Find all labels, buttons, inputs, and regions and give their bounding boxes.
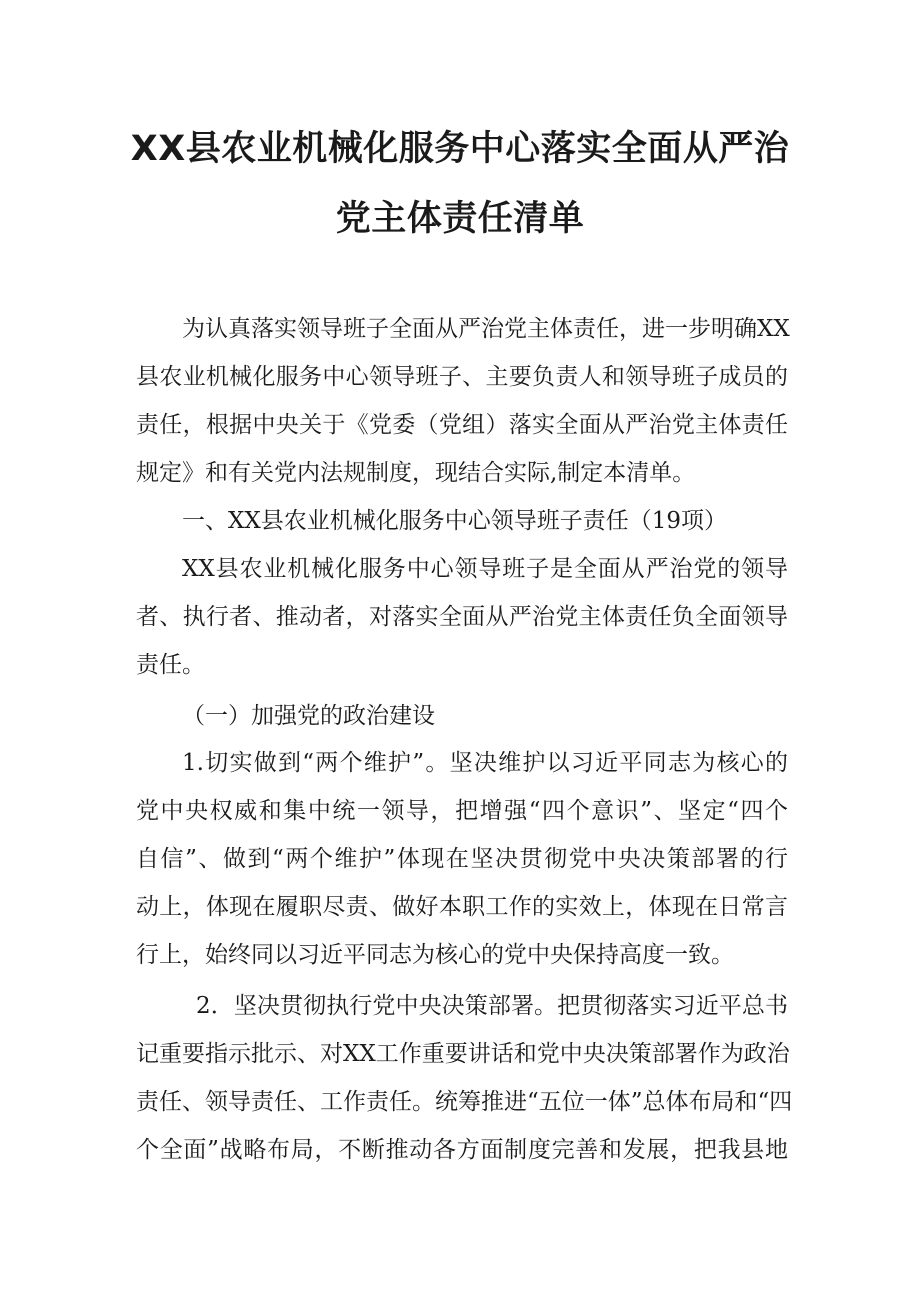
item-2-line-4: 个全面”战略布局，不断推动各方面制度完善和发展，把我县地 xyxy=(136,1137,788,1163)
item-1-line-4: 动上，体现在履职尽责、做好本职工作的实效上，体现在日常言 xyxy=(136,894,788,920)
item-1-line-3: 自信”、做到“两个维护”体现在坚决贯彻党中央决策部署的行 xyxy=(136,846,788,872)
section-1-heading: 一、XX县农业机械化服务中心领导班子责任（19项） xyxy=(182,508,728,534)
section-1-body-line-3: 责任。 xyxy=(136,652,205,678)
item-1-line-2: 党中央权威和集中统一领导，把增强“四个意识”、坚定“四个 xyxy=(136,798,788,824)
document-title-line-1: XX县农业机械化服务中心落实全面从严治 xyxy=(130,129,790,169)
document-title-line-2: 党主体责任清单 xyxy=(335,199,585,239)
intro-line-2: 县农业机械化服务中心领导班子、主要负责人和领导班子成员的 xyxy=(136,364,788,390)
item-1-line-5: 行上，始终同以习近平同志为核心的党中央保持高度一致。 xyxy=(136,942,734,968)
subsection-1-heading: （一）加强党的政治建设 xyxy=(182,703,435,729)
section-1-body-line-1: XX县农业机械化服务中心领导班子是全面从严治党的领导 xyxy=(182,556,788,582)
item-2-line-2: 记重要指示批示、对XX工作重要讲话和党中央决策部署作为政治 xyxy=(136,1041,790,1067)
intro-line-4: 规定》和有关党内法规制度，现结合实际,制定本清单。 xyxy=(136,460,696,486)
intro-line-1: 为认真落实领导班子全面从严治党主体责任，进一步明确XX xyxy=(182,316,790,342)
item-2-line-3: 责任、领导责任、工作责任。统筹推进“五位一体”总体布局和“四 xyxy=(136,1089,793,1115)
item-1-line-1: 1.切实做到“两个维护”。坚决维护以习近平同志为核心的 xyxy=(182,750,788,776)
item-2-line-1: 2．坚决贯彻执行党中央决策部署。把贯彻落实习近平总书 xyxy=(196,993,788,1019)
intro-line-3: 责任，根据中央关于《党委（党组）落实全面从严治党主体责任 xyxy=(136,412,788,438)
section-1-body-line-2: 者、执行者、推动者，对落实全面从严治党主体责任负全面领导 xyxy=(136,604,788,630)
